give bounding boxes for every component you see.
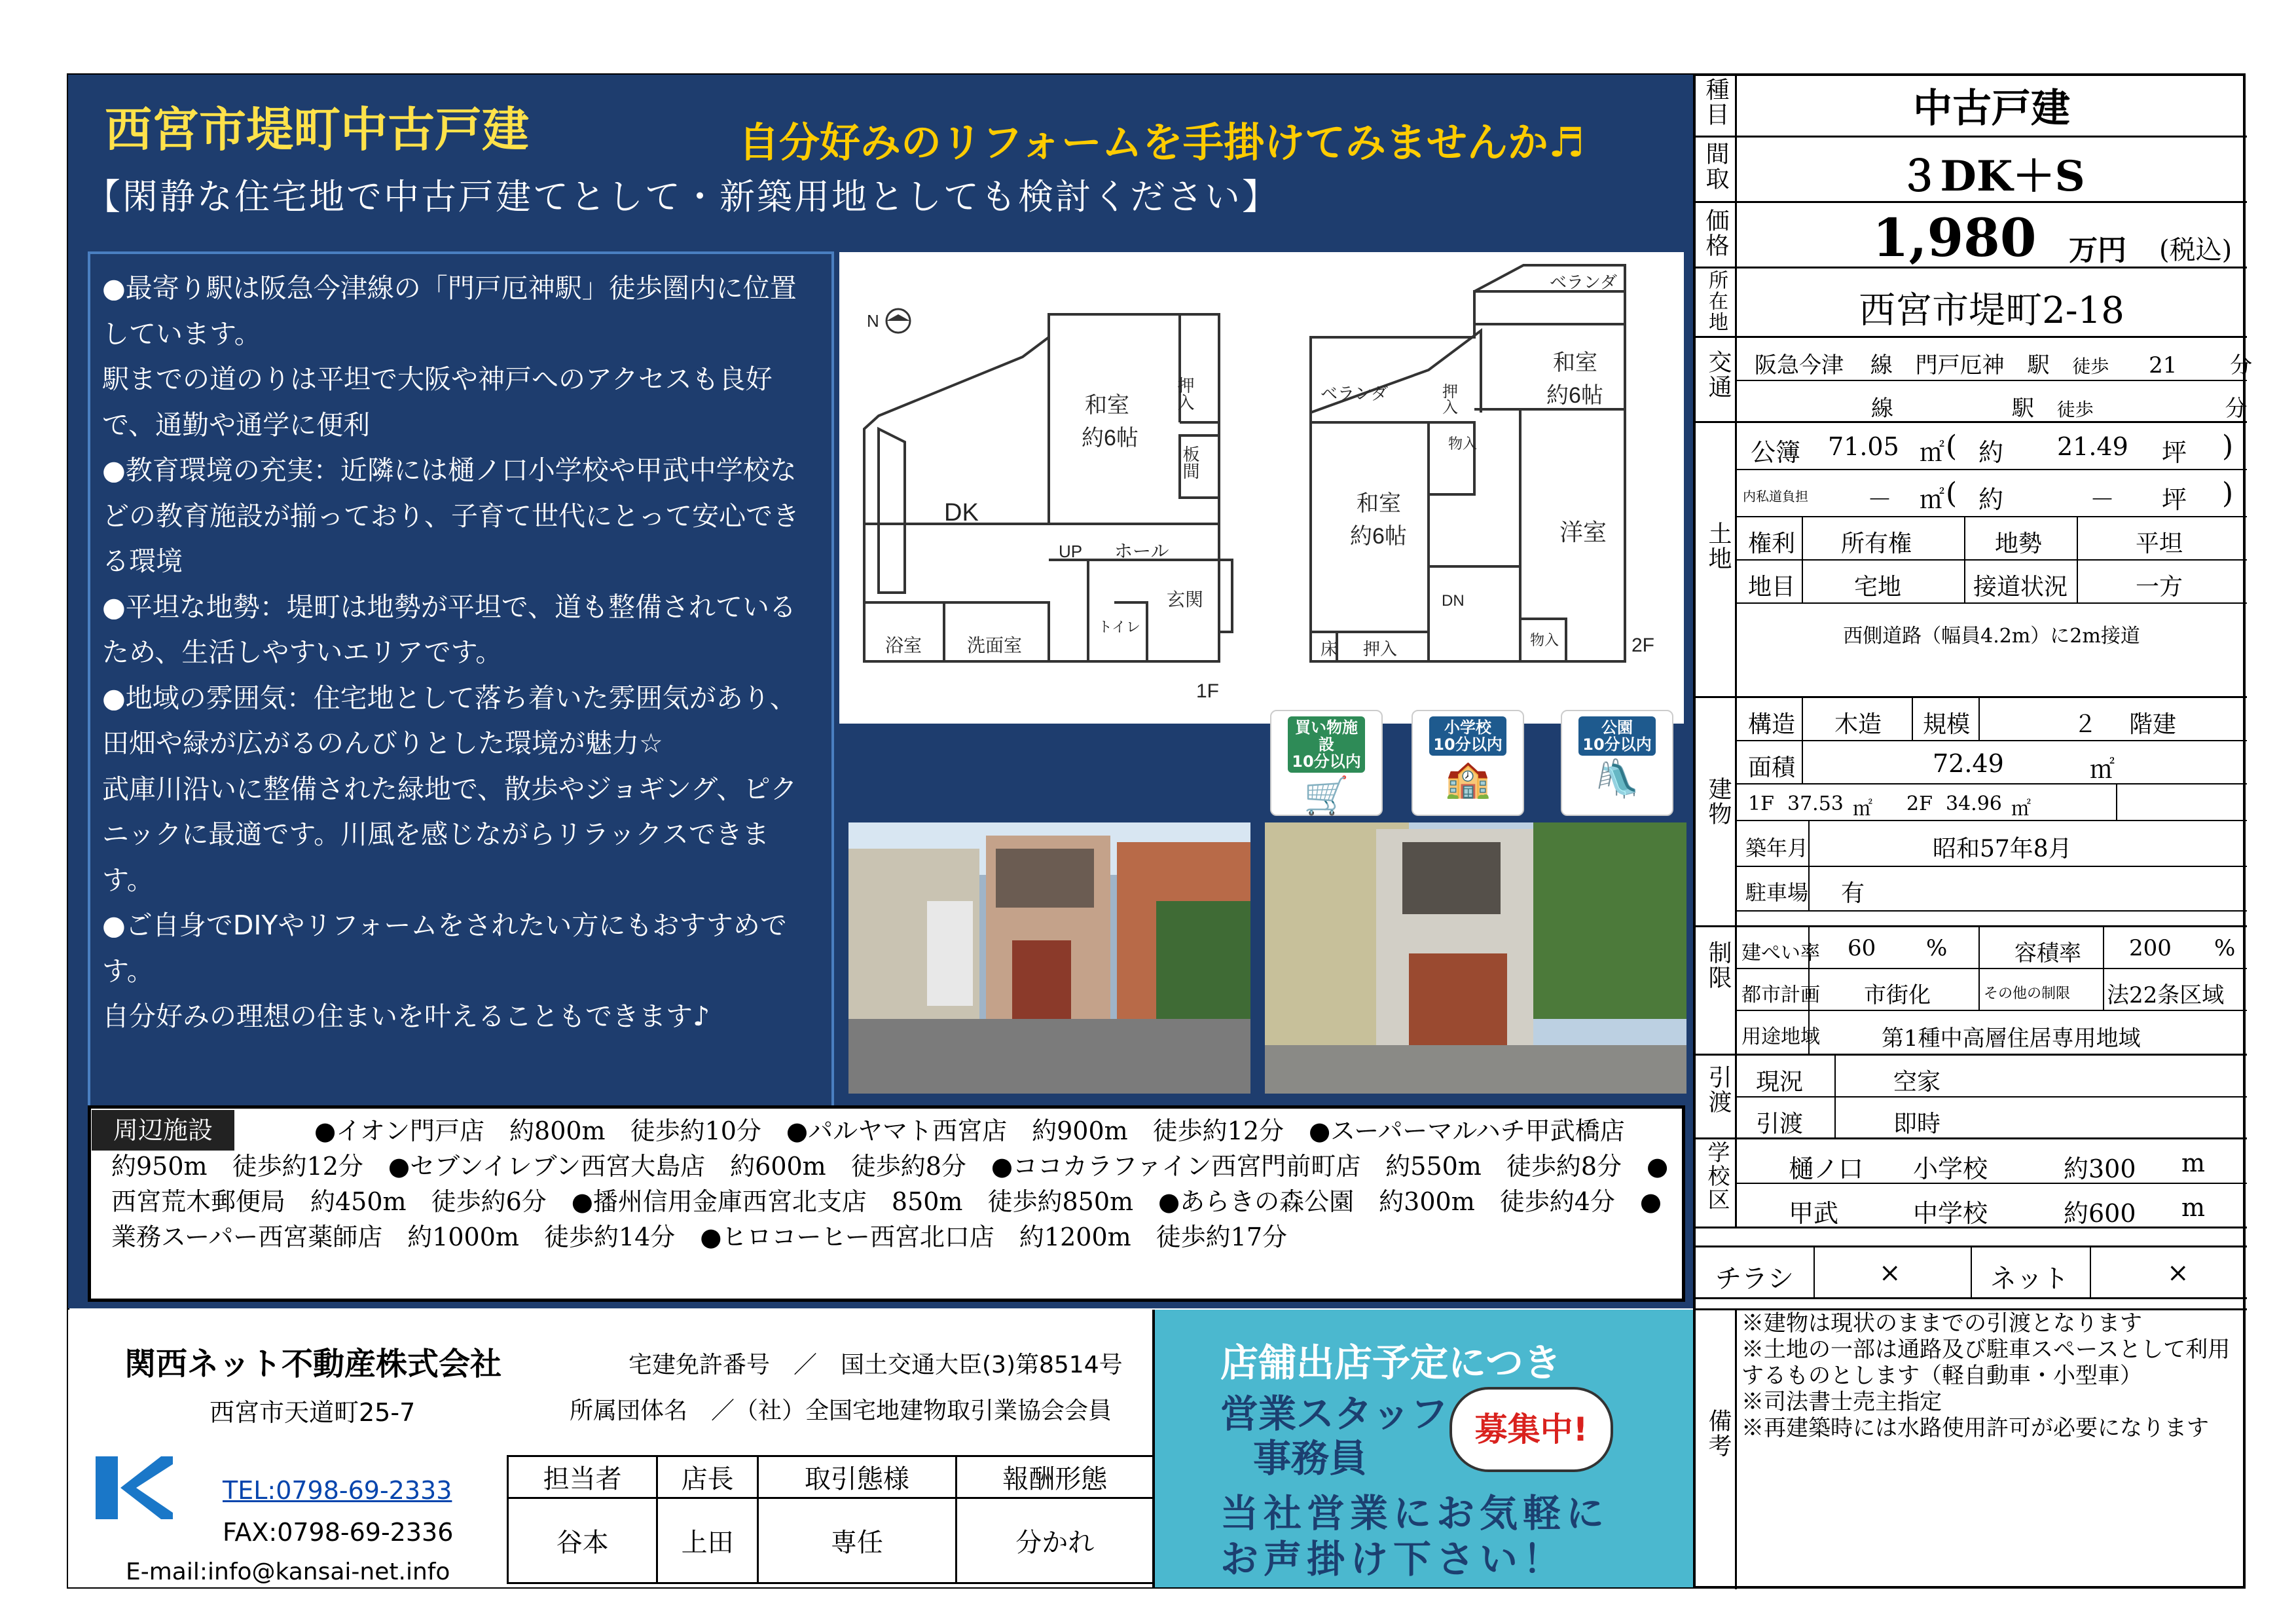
room-size-1f: 約6帖 bbox=[1082, 426, 1139, 451]
menseki-value: 72.49 bbox=[1933, 749, 2004, 778]
school1-name: 樋ノ口 bbox=[1789, 1154, 1864, 1183]
recruit-banner bbox=[1152, 1310, 1693, 1587]
room-size-2f-b: 約6帖 bbox=[1350, 524, 1407, 549]
transport-walk: 徒歩 bbox=[2072, 356, 2109, 377]
net-value: × bbox=[2167, 1258, 2189, 1288]
spec-section-building bbox=[1696, 698, 2247, 927]
company-address: 西宮市天道町25-7 bbox=[210, 1398, 416, 1427]
spec-section-land bbox=[1696, 423, 2247, 698]
property-photo-entrance bbox=[1265, 822, 1686, 1094]
unit-m2: ㎡ bbox=[1920, 485, 1945, 514]
f2-label: 2F bbox=[1906, 792, 1933, 815]
license-number: 宅建免許番号 ／ 国土交通大臣(3)第8514号 bbox=[629, 1352, 1123, 1378]
school-2 bbox=[1736, 1184, 2247, 1228]
school-icon: 🏫 bbox=[1445, 758, 1491, 800]
facility-school-label: 小学校 10分以内 bbox=[1429, 716, 1506, 756]
chirashi-value: × bbox=[1879, 1258, 1901, 1288]
staff-value: 分かれ bbox=[956, 1498, 1154, 1583]
room-toilet: トイレ bbox=[1098, 619, 1140, 635]
north-arrow-icon bbox=[867, 309, 910, 333]
k-logo-icon bbox=[96, 1450, 174, 1526]
transport-eki: 駅 bbox=[2027, 352, 2050, 378]
transport-walk: 徒歩 bbox=[2056, 399, 2094, 420]
kenpei-value: 60 bbox=[1848, 935, 1876, 961]
layout-label: 間取 bbox=[1702, 141, 1729, 191]
unit-pct: % bbox=[2214, 935, 2236, 961]
chimoku-label: 地目 bbox=[1748, 574, 1796, 600]
association: 所属団体名 ／（社）全国宅地建物取引業協会会員 bbox=[570, 1397, 1112, 1424]
floor1-plan bbox=[864, 314, 1232, 702]
transport-line: 阪急今津 bbox=[1755, 352, 1844, 378]
recruit-badge: 募集中! bbox=[1449, 1387, 1613, 1472]
room-size-2f-a: 約6帖 bbox=[1546, 383, 1603, 408]
chiku-value: 昭和57年8月 bbox=[1933, 836, 2072, 862]
yoto-value: 第1種中高層住居専用地域 bbox=[1882, 1025, 2141, 1052]
address-label: 所在地 bbox=[1705, 270, 1728, 333]
staff-table bbox=[507, 1455, 1155, 1584]
transport-label: 交通 bbox=[1705, 350, 1732, 399]
desc-line: ●教育環境の充実：近隣には樋ノ口小学校や甲武中学校などの教育施設が揃っており、子育て世代にとって安心できる環境 bbox=[102, 454, 800, 577]
chiku-label: 築年月 bbox=[1745, 836, 1809, 860]
net-label: ネット bbox=[1990, 1264, 2069, 1294]
toshi-row bbox=[1736, 969, 2247, 1011]
genkyo-label: 現況 bbox=[1756, 1069, 1804, 1096]
company-area bbox=[68, 1310, 1155, 1587]
spec-section-handover bbox=[1696, 1056, 2247, 1139]
staff-header: 取引態様 bbox=[758, 1456, 956, 1498]
room-oshiire-2f-b: 押入 bbox=[1363, 639, 1398, 659]
staff-value: 上田 bbox=[657, 1498, 758, 1583]
spec-section-restriction bbox=[1696, 927, 2247, 1056]
f1-area: 37.53 bbox=[1787, 792, 1844, 815]
recruit-line4: 当社営業にお気軽に bbox=[1220, 1491, 1610, 1536]
unit-yaku: 約 bbox=[1978, 438, 2004, 467]
chimoku-value: 宅地 bbox=[1854, 574, 1902, 600]
room-hall: ホール bbox=[1114, 541, 1169, 561]
kozo-row bbox=[1736, 698, 2247, 741]
facility-shopping-label: 買い物施設 10分以内 bbox=[1288, 716, 1365, 773]
desc-line: 武庫川沿いに整備された緑地で、散歩やジョギング、ピクニックに最適です。川風を感じながらリラックスできます。 bbox=[102, 773, 797, 896]
spec-section-school bbox=[1696, 1139, 2247, 1228]
transport-sen: 線 bbox=[1870, 352, 1893, 378]
subtitle: 【閑静な住宅地で中古戸建てとして・新築用地としても検討ください】 bbox=[85, 176, 1279, 217]
staff-header: 店長 bbox=[657, 1456, 758, 1498]
kenri-label: 権利 bbox=[1748, 530, 1796, 557]
chisei-label: 地勢 bbox=[1995, 530, 2043, 557]
desc-line: ●最寄り駅は阪急今津線の「門戸厄神駅」徒歩圏内に位置しています。 bbox=[102, 272, 797, 350]
room-genkan: 玄関 bbox=[1167, 589, 1204, 610]
hiki-row bbox=[1736, 1098, 2247, 1139]
parking-label: 駐車場 bbox=[1745, 880, 1809, 905]
property-photo-front bbox=[848, 822, 1250, 1094]
company-logo bbox=[96, 1450, 174, 1526]
genkyo-row bbox=[1736, 1056, 2247, 1098]
room-monoire-2f-a: 物入 bbox=[1448, 435, 1478, 452]
spec-panel bbox=[1693, 75, 2253, 1587]
toshi-value: 市街化 bbox=[1864, 982, 1931, 1008]
type-label: 種目 bbox=[1702, 77, 1729, 127]
price-value: 1,980 bbox=[1872, 207, 2037, 268]
floor1-label: 1F bbox=[1196, 680, 1220, 702]
floor-plan bbox=[839, 252, 1684, 724]
note-item: ※土地の一部は通路及び駐車スペースとして利用するものとします（軽自動車・小型車） bbox=[1741, 1337, 2231, 1389]
recruit-line5: お声掛け下さい！ bbox=[1220, 1537, 1567, 1581]
spec-row-transport bbox=[1696, 338, 2253, 423]
room-washitsu-2f-b: 和室 bbox=[1357, 491, 1401, 516]
school2-type: 中学校 bbox=[1913, 1199, 1988, 1228]
stairs-up: UP bbox=[1059, 542, 1083, 561]
price-tax: (税込) bbox=[2159, 235, 2232, 265]
school1-unit: m bbox=[2181, 1149, 2206, 1177]
facility-park bbox=[1561, 710, 1673, 816]
shido-label: 内私道負担 bbox=[1743, 489, 1808, 504]
desc-line: 駅までの道のりは平坦で大阪や神戸へのアクセスも良好で、通勤や通学に便利 bbox=[102, 363, 773, 441]
school1-type: 小学校 bbox=[1913, 1154, 1988, 1183]
yoto-label: 用途地域 bbox=[1741, 1025, 1820, 1048]
unit-m2: ㎡ bbox=[2011, 798, 2031, 821]
spec-row-type bbox=[1696, 75, 2247, 138]
notes-list bbox=[1741, 1310, 2239, 1441]
building-label: 建物 bbox=[1705, 777, 1732, 826]
kobo-row: 公簿 71.05 ㎡ ( 約 21.49 坪 ) bbox=[1736, 423, 2247, 470]
unit-yaku: 約 bbox=[1978, 485, 2004, 514]
room-veranda-2f-top: ベランダ bbox=[1550, 272, 1617, 292]
facility-park-label: 公園 10分以内 bbox=[1578, 716, 1656, 756]
school2-unit: m bbox=[2181, 1193, 2206, 1222]
chisei-value: 平坦 bbox=[2136, 530, 2183, 557]
kobo-tsubo: 21.49 bbox=[2057, 432, 2128, 461]
nearby-heading: 周辺施設 bbox=[92, 1110, 234, 1151]
f2-area: 34.96 bbox=[1946, 792, 2002, 815]
room-yuka: 床 bbox=[1321, 639, 1338, 659]
toshi-label: 都市計画 bbox=[1741, 984, 1820, 1006]
kozo-label: 構造 bbox=[1748, 711, 1796, 738]
school-1 bbox=[1736, 1139, 2247, 1184]
note-item: ※建物は現状のままでの引渡となります bbox=[1741, 1310, 2142, 1337]
catch-copy: 自分好みのリフォームを手掛けてみませんか♬ bbox=[738, 119, 1585, 166]
kozo-value: 木造 bbox=[1834, 711, 1882, 738]
recruit-line2: 営業スタッフ bbox=[1220, 1392, 1449, 1436]
shido-tsubo: － bbox=[2090, 485, 2115, 514]
transport-eki: 駅 bbox=[2011, 396, 2034, 422]
transport-station: 門戸厄神 bbox=[1915, 352, 2005, 378]
facility-school bbox=[1412, 710, 1524, 816]
note-item: ※司法書士売主指定 bbox=[1741, 1389, 1942, 1415]
kenri-value: 所有権 bbox=[1841, 530, 1912, 557]
yoto-row bbox=[1736, 1011, 2247, 1054]
setsudo-label: 接道状況 bbox=[1973, 574, 2068, 600]
staff-value: 専任 bbox=[758, 1498, 956, 1583]
school2-name: 甲武 bbox=[1789, 1199, 1839, 1228]
ad-row bbox=[1696, 1246, 2247, 1299]
facility-shopping bbox=[1270, 710, 1383, 816]
company-name: 関西ネット不動産株式会社 bbox=[124, 1346, 502, 1382]
recruit-line1: 店舗出店予定につき bbox=[1220, 1340, 1561, 1385]
type-value: 中古戸建 bbox=[1913, 86, 2070, 132]
kenri-row bbox=[1736, 517, 2247, 561]
desc-line: ●平坦な地勢：堤町は地勢が平坦で、道も整備されているため、生活しやすいエリアです。 bbox=[102, 591, 796, 668]
park-icon: 🛝 bbox=[1594, 758, 1640, 800]
room-bath: 浴室 bbox=[885, 635, 922, 655]
floor-area-row bbox=[1736, 784, 2247, 821]
description-box bbox=[88, 251, 834, 1109]
room-oshiire-1f: 押入 bbox=[1175, 377, 1195, 411]
tel-link[interactable]: TEL:0798-69-2333 bbox=[223, 1476, 452, 1505]
yoseki-label: 容積率 bbox=[2014, 940, 2081, 967]
room-washitsu-1f: 和室 bbox=[1085, 393, 1129, 418]
school1-dist: 約300 bbox=[2064, 1154, 2136, 1183]
desc-line: ●地域の雰囲気：住宅地として落ち着いた雰囲気があり、田畑や緑が広がるのんびりとした環境が魅力☆ bbox=[102, 682, 797, 759]
transport-fun: 分 bbox=[2225, 396, 2248, 422]
kenpei-row bbox=[1736, 927, 2247, 969]
room-oshiire-2f-a: 押入 bbox=[1439, 383, 1457, 415]
north-label: N bbox=[867, 311, 879, 331]
room-senmen: 洗面室 bbox=[967, 635, 1023, 655]
parking-value: 有 bbox=[1841, 880, 1865, 907]
restriction-label: 制限 bbox=[1705, 940, 1732, 990]
room-dk: DK bbox=[944, 499, 979, 526]
room-itama: 板間 bbox=[1180, 445, 1200, 479]
unit-tsubo: 坪 bbox=[2162, 485, 2187, 514]
sonota-value: 法22条区域 bbox=[2107, 982, 2225, 1008]
room-monoire-2f-b: 物入 bbox=[1530, 632, 1559, 648]
spec-row-price bbox=[1696, 203, 2247, 268]
menseki-row bbox=[1736, 741, 2247, 784]
transport-2 bbox=[1755, 390, 2246, 422]
staff-value: 谷本 bbox=[508, 1498, 657, 1583]
chirashi-label: チラシ bbox=[1715, 1264, 1794, 1294]
f1-label: 1F bbox=[1748, 792, 1774, 815]
menseki-label: 面積 bbox=[1748, 754, 1796, 781]
unit-m2: ㎡ bbox=[1853, 798, 1872, 821]
spec-row-layout bbox=[1696, 138, 2247, 203]
parking-row bbox=[1736, 867, 2247, 910]
unit-tsubo: 坪 bbox=[2162, 438, 2187, 467]
sonota-label: その他の制限 bbox=[1984, 986, 2071, 1002]
recruit-line3: 事務員 bbox=[1253, 1436, 1368, 1481]
spec-section-notes bbox=[1696, 1308, 2247, 1587]
unit-pct: % bbox=[1926, 935, 1948, 961]
kenpei-label: 建ぺい率 bbox=[1741, 942, 1820, 965]
room-youshitsu: 洋室 bbox=[1559, 519, 1607, 545]
chiku-row bbox=[1736, 821, 2247, 867]
nearby-text: ●イオン門戸店 約800m 徒歩約10分 ●パルヤマト西宮店 約900m 徒歩約12分 ●スーパーマルハチ甲武橋店 約950m 徒歩約12分 ●セブンイレブン西宮大島店 約600m 徒歩約8分 ●ココカラファイン西宮門前町店 約550m 徒歩約8分 ●西宮荒木郵便局 約450m 徒歩約6分 ●播州信用金庫西宮北支店 850m 徒歩約850m ●あらきの森公園 約300m 徒歩約4分 ●業務スーパー西宮薬師店 約1000m 徒歩約14分 ●ヒロコーヒー西宮北口店 約1200m 徒歩約17分 bbox=[111, 1116, 1669, 1251]
transport-sen: 線 bbox=[1871, 396, 1893, 422]
school2-dist: 約600 bbox=[2064, 1199, 2136, 1228]
kobo-m2: 71.05 bbox=[1828, 432, 1899, 461]
kibo-unit: 階建 bbox=[2129, 711, 2177, 738]
room-veranda-2f-left: ベランダ bbox=[1321, 384, 1388, 403]
staff-header: 報酬形態 bbox=[956, 1456, 1154, 1498]
hiki-value: 即時 bbox=[1893, 1111, 1941, 1137]
transport-1 bbox=[1755, 347, 2253, 379]
transport-fun: 分 bbox=[2230, 352, 2253, 378]
floor2-label: 2F bbox=[1631, 635, 1655, 656]
desc-line: ●ご自身でDIYやリフォームをされたい方にもおすすめです。 bbox=[102, 910, 787, 987]
spec-row-address bbox=[1696, 268, 2247, 338]
stairs-down: DN bbox=[1442, 592, 1465, 610]
kibo-value: ２ bbox=[2073, 711, 2098, 738]
staff-header: 担当者 bbox=[508, 1456, 657, 1498]
genkyo-value: 空家 bbox=[1893, 1069, 1941, 1096]
floor2-plan bbox=[1311, 265, 1654, 661]
yoseki-value: 200 bbox=[2129, 935, 2172, 961]
handover-label: 引渡 bbox=[1705, 1065, 1732, 1115]
setsudo-value: 一方 bbox=[2136, 574, 2183, 600]
kobo-label: 公簿 bbox=[1751, 438, 1801, 467]
notes-label: 備考 bbox=[1705, 1409, 1732, 1458]
price-unit: 万円 bbox=[2069, 234, 2126, 267]
address-value: 西宮市堤町2-18 bbox=[1859, 289, 2124, 332]
unit-m2: ㎡ bbox=[2090, 755, 2115, 784]
school-label: 学校区 bbox=[1704, 1141, 1730, 1211]
room-washitsu-2f-a: 和室 bbox=[1553, 350, 1597, 375]
email-address[interactable]: E-mail:info@kansai-net.info bbox=[126, 1559, 450, 1585]
land-label: 土地 bbox=[1705, 521, 1732, 571]
cart-icon: 🛒 bbox=[1303, 775, 1349, 817]
note-item: ※再建築時には水路使用許可が必要になります bbox=[1741, 1415, 2209, 1441]
chimoku-row bbox=[1736, 561, 2247, 604]
road-info: 西側道路（幅員4.2m）に2m接道 bbox=[1843, 625, 2140, 648]
desc-line: 自分好みの理想の住まいを叶えることもできます♪ bbox=[102, 1001, 710, 1032]
price-label: 価格 bbox=[1702, 208, 1729, 258]
transport-min: 21 bbox=[2149, 352, 2178, 378]
fax-number: FAX:0798-69-2336 bbox=[223, 1518, 454, 1547]
page-title: 西宮市堤町中古戸建 bbox=[105, 102, 530, 157]
shido-m2: － bbox=[1867, 485, 1893, 514]
layout-value: ３DK＋S bbox=[1898, 152, 2085, 201]
unit-m2: ㎡ bbox=[1920, 438, 1945, 467]
kibo-label: 規模 bbox=[1923, 711, 1971, 738]
shido-row: 内私道負担 － ㎡ ( 約 － 坪 ) bbox=[1736, 470, 2247, 517]
hiki-label: 引渡 bbox=[1756, 1111, 1804, 1137]
